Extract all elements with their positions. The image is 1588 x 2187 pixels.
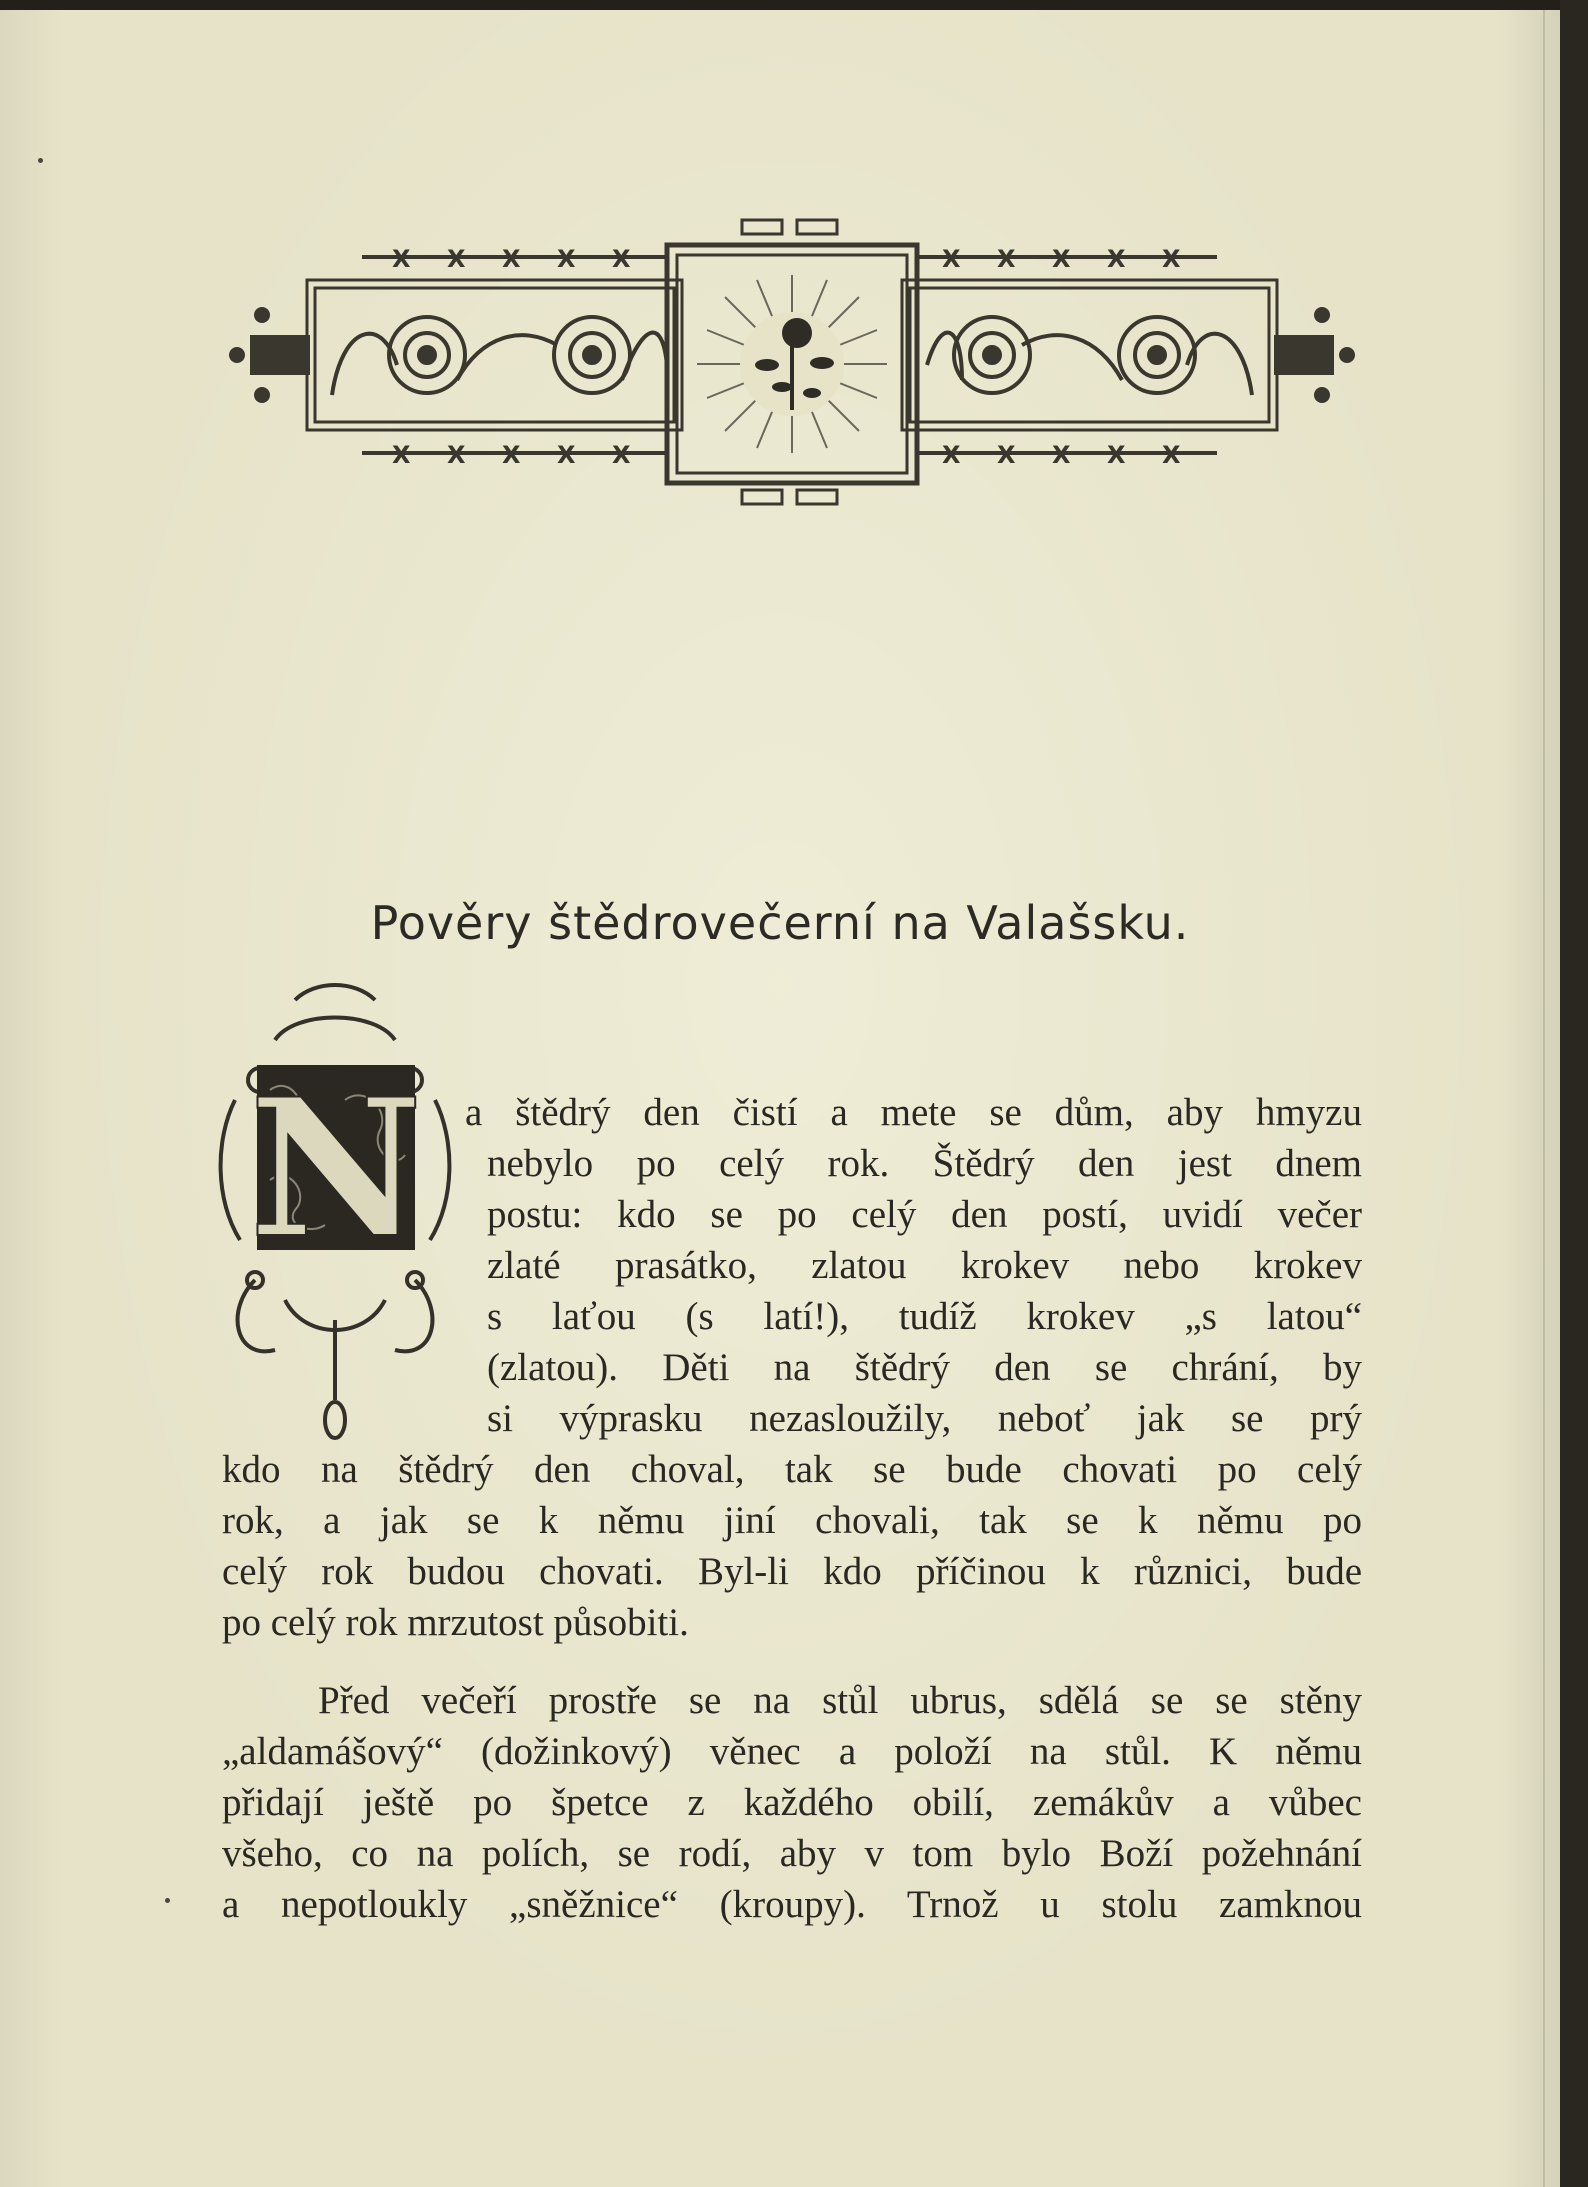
svg-text:X: X — [1052, 441, 1071, 469]
drop-cap-letter: N — [249, 1057, 423, 1280]
svg-text:X: X — [997, 441, 1016, 469]
text-line: „aldamášový“ (dožinkový) věnec a položí na stůl. K němu — [222, 1730, 1362, 1773]
svg-text:X: X — [612, 441, 631, 469]
drop-cap-initial — [215, 980, 455, 1450]
scan-border-top — [0, 0, 1588, 10]
svg-text:X: X — [447, 441, 466, 469]
text-line: Před večeří prostře se na stůl ubrus, sdělá se se stěny — [318, 1679, 1362, 1722]
text-line: a štědrý den čistí a mete se dům, aby hmyzu — [465, 1091, 1362, 1134]
text-line: všeho, co na polích, se rodí, aby v tom bylo Boží požehnání — [222, 1832, 1362, 1875]
svg-text:X: X — [1107, 441, 1126, 469]
svg-text:X: X — [447, 245, 466, 273]
text-line: přidají ještě po špetce z každého obilí, zemákův a vůbec — [222, 1781, 1362, 1824]
print-speck — [165, 1898, 170, 1903]
svg-text:X: X — [997, 245, 1016, 273]
text-line: nebylo po celý rok. Štědrý den jest dnem — [487, 1142, 1362, 1185]
text-line: zlaté prasátko, zlatou krokev nebo krokev — [487, 1244, 1362, 1287]
svg-text:X: X — [942, 441, 961, 469]
svg-text:X: X — [392, 245, 411, 273]
svg-text:X: X — [392, 441, 411, 469]
svg-text:X: X — [502, 441, 521, 469]
header-ornament — [222, 215, 1357, 510]
print-speck — [38, 158, 43, 163]
text-line: postu: kdo se po celý den postí, uvidí večer — [487, 1193, 1362, 1236]
text-line: s laťou (s latí!), tudíž krokev „s latou“ — [487, 1295, 1362, 1338]
text-line: si výprasku nezasloužily, neboť jak se prý — [487, 1397, 1362, 1440]
text-line: po celý rok mrzutost působiti. — [222, 1601, 689, 1644]
svg-text:X: X — [1162, 245, 1181, 273]
scan-border-right — [1560, 0, 1588, 2187]
text-line: rok, a jak se k němu jiní chovali, tak se k němu po — [222, 1499, 1362, 1542]
svg-text:X: X — [942, 245, 961, 273]
svg-text:X: X — [1162, 441, 1181, 469]
svg-text:X: X — [502, 245, 521, 273]
svg-text:X: X — [1107, 245, 1126, 273]
svg-text:X: X — [557, 441, 576, 469]
page-edge-shadow — [1543, 0, 1545, 2187]
svg-text:X: X — [557, 245, 576, 273]
text-line: celý rok budou chovati. Byl-li kdo příčinou k různici, bude — [222, 1550, 1362, 1593]
text-line: a nepotloukly „sněžnice“ (kroupy). Trnož u stolu zamknou — [222, 1883, 1362, 1926]
svg-text:X: X — [612, 245, 631, 273]
text-line: kdo na štědrý den choval, tak se bude chovati po celý — [222, 1448, 1362, 1491]
text-line: (zlatou). Děti na štědrý den se chrání, by — [487, 1346, 1362, 1389]
page-title: Pověry štědrovečerní na Valašsku. — [370, 896, 1190, 950]
svg-text:X: X — [1052, 245, 1071, 273]
